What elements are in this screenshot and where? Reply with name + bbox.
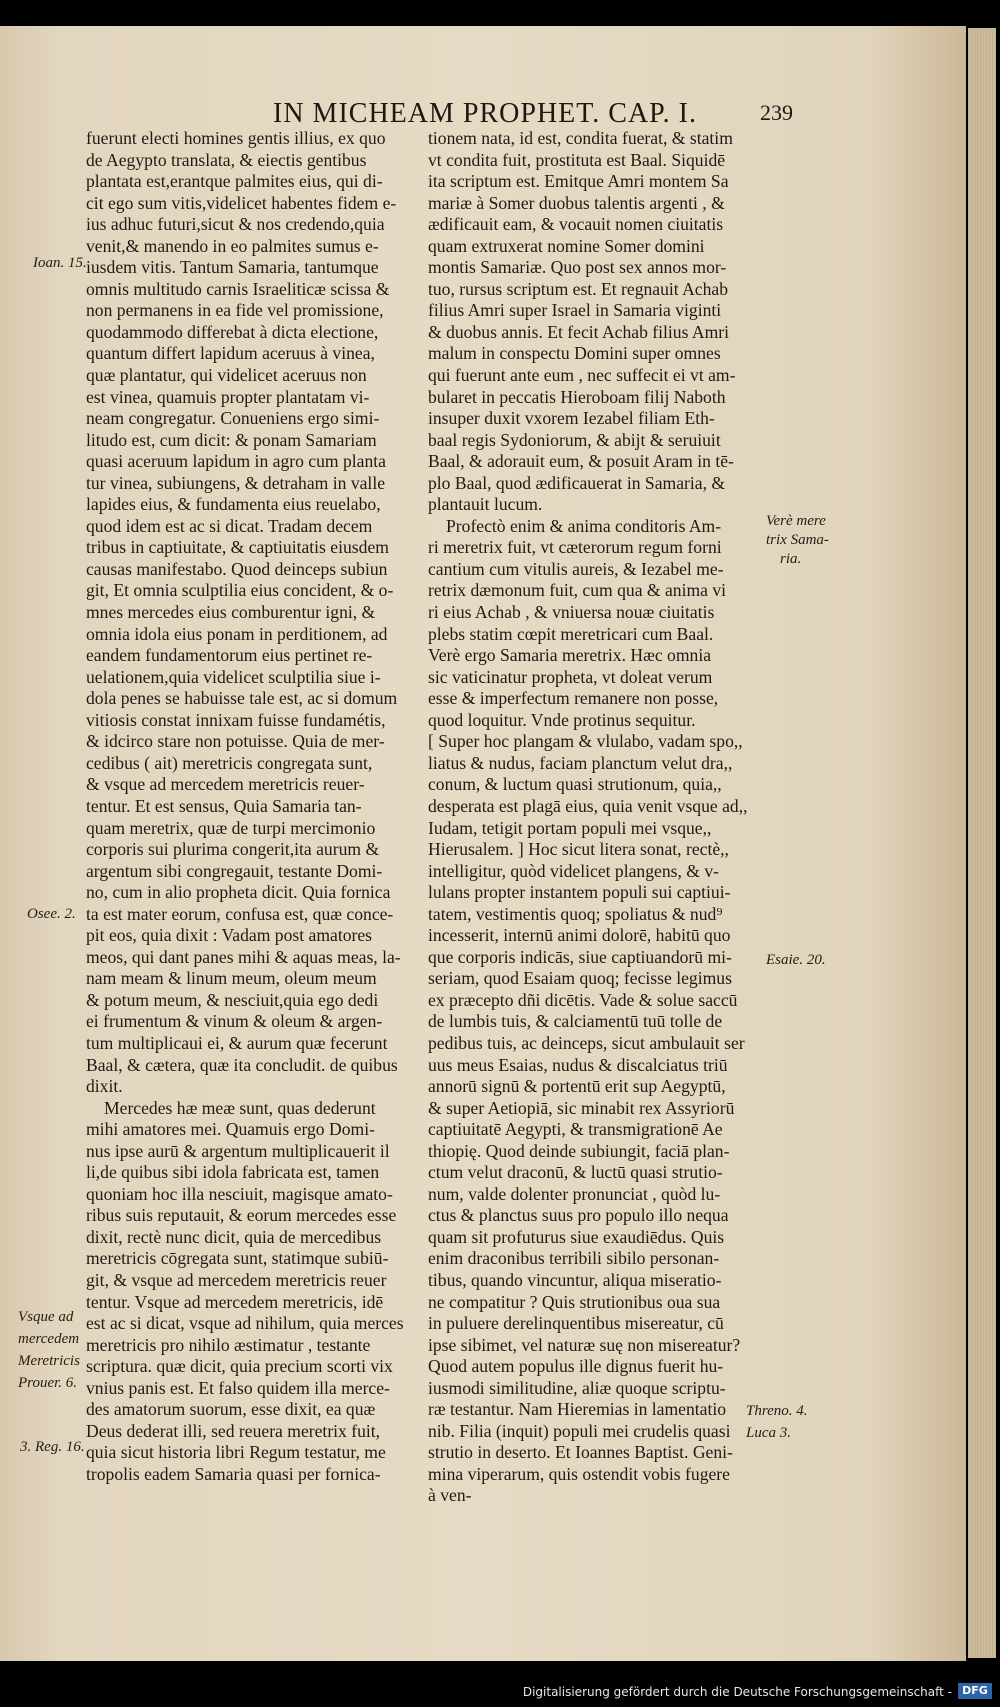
text-line: meretricis pro nihilo æstimatur , testante — [86, 1334, 371, 1355]
text-line: quod loquitur. Vnde protinus sequitur. — [428, 709, 696, 730]
margin-note-osee: Osee. 2. — [27, 906, 76, 922]
text-line: ius adhuc futuri,sicut & nos credendo,quia — [86, 214, 385, 235]
text-line: que corporis indicās, siue captiuandorū mi- — [428, 946, 732, 967]
text-line: malum in conspectu Domini super omnes — [428, 343, 721, 364]
text-line: quam extruxerat nomine Somer domini — [428, 235, 705, 256]
text-line: tur vinea, subiungens, & detraham in valle — [86, 472, 386, 493]
text-line: ei frumentum & vinum & oleum & argen- — [86, 1011, 383, 1032]
text-line: lulans propter instantem populi sui captiui- — [428, 882, 731, 903]
text-line: mina viperarum, quis ostendit vobis fugere — [428, 1463, 730, 1484]
text-line: mihi amatores mei. Quamuis ergo Domi- — [86, 1119, 375, 1140]
text-line: thiopię. Quod deinde subiungit, faciā plan- — [428, 1140, 730, 1161]
text-line: de Aegypto translata, & eiectis gentibus — [86, 149, 367, 170]
text-line: iusdem vitis. Tantum Samaria, tantumque — [86, 257, 379, 278]
text-line: tatem, vestimentis quoq; spoliatus & nud⁹ — [428, 903, 723, 924]
text-line: plantauit lucum. — [428, 494, 543, 515]
margin-note-threno: Threno. 4. — [746, 1403, 808, 1419]
text-line: tum multiplicaui ei, & aurum quæ fecerunt — [86, 1032, 388, 1053]
text-line: conum, & luctum quasi strutionum, quia,, — [428, 774, 722, 795]
text-line: montis Samariæ. Quo post sex annos mor- — [428, 257, 727, 278]
text-line: quasi aceruum lapidum in agro cum planta — [86, 451, 386, 472]
text-line: annorū signū & portentū erit sup Aegyptū, — [428, 1076, 726, 1097]
text-line: ri eius Achab , & vniuersa nouæ ciuitatis — [428, 602, 715, 623]
left-text-column — [86, 128, 419, 1485]
text-line: non permanens in ea fide vel promissione, — [86, 300, 384, 321]
text-line: & idcirco stare non potuisse. Quia de mer- — [86, 731, 385, 752]
text-line: filius Amri super Israel in Samaria viginti — [428, 300, 722, 321]
text-line: neam congregatur. Conueniens ergo simi- — [86, 408, 380, 429]
text-line: Profectò enim & anima conditoris Am- — [446, 515, 722, 536]
text-line: plebs statim cœpit meretricari cum Baal. — [428, 623, 714, 644]
text-line: mariæ à Somer duobus talentis argenti , & — [428, 192, 725, 213]
text-line: nus ipse aurū & argentum multiplicauerit il — [86, 1140, 390, 1161]
text-line: git, & vsque ad mercedem meretricis reuer — [86, 1269, 387, 1290]
text-line: quam sit profuturus siue exaudiēdus. Quis — [428, 1226, 725, 1247]
text-line: nib. Filia (inquit) populi mei crudelis quasi — [428, 1420, 731, 1441]
text-line: desperata est plagā eius, quia venit vsque ad,, — [428, 795, 748, 816]
text-line: sic vaticinatur propheta, vt doleat verum — [428, 666, 713, 687]
text-line: retrix dæmonum fuit, cum qua & anima vi — [428, 580, 727, 601]
text-line: pedibus tuis, ac deinceps, sicut ambulauit ser — [428, 1032, 745, 1053]
text-line: ne compatitur ? Quis strutionibus oua sua — [428, 1291, 721, 1312]
text-line: & duobus annis. Et fecit Achab filius Amri — [428, 321, 730, 342]
text-line: tropolis eadem Samaria quasi per fornica- — [86, 1463, 381, 1484]
margin-note-vere-2: trix Sama- — [766, 532, 829, 548]
text-line: plantata est,erantque palmites eius, qui di- — [86, 171, 383, 192]
margin-note-vere-3: ria. — [780, 551, 802, 567]
text-line: cit ego sum vitis,videlicet habentes fidem e- — [86, 192, 397, 213]
text-line: plo Baal, quod ædificauerat in Samaria, & — [428, 472, 726, 493]
text-line: tentur. Vsque ad mercedem meretricis, idē — [86, 1291, 384, 1312]
text-line: cedibus ( ait) meretricis congregata sunt, — [86, 752, 373, 773]
text-line: captiuitatē Aegypti, & transmigrationē Ae — [428, 1119, 723, 1140]
text-line: bularet in peccatis Hieroboam filij Naboth — [428, 386, 726, 407]
text-line: venit,& manendo in eo palmites sumus e- — [86, 235, 379, 256]
text-line: Hierusalem. ] Hoc sicut litera sonat, rectè,, — [428, 839, 729, 860]
text-line: à ven- — [428, 1485, 472, 1506]
text-line: ta est mater eorum, confusa est, quæ conce- — [86, 903, 394, 924]
text-line: de lumbis tuis, & calciamentū tuū tolle de — [428, 1011, 723, 1032]
margin-note-esaia: Esaie. 20. — [766, 952, 826, 968]
text-line: causas manifestabo. Quod deinceps subiun — [86, 558, 388, 579]
text-line: ribus suis reputauit, & eorum mercedes esse — [86, 1205, 397, 1226]
text-line: uus meus Esaias, nudus & discalciatus triū — [428, 1054, 728, 1075]
text-line: vitiosis constat innixam fuisse fundamétis, — [86, 709, 386, 730]
text-line: qui fuerunt ante eum , nec suffecit ei vt am- — [428, 365, 736, 386]
text-line: litudo est, cum dicit: & ponam Samariam — [86, 429, 377, 450]
text-line: li,de quibus sibi idola fabricata est, tamen — [86, 1162, 380, 1183]
margin-note-joan: Ioan. 15. — [33, 255, 87, 271]
margin-note-vsque-3: Meretricis — [18, 1353, 80, 1369]
text-line: mnes mercedes eius comburentur igni, & — [86, 602, 376, 623]
running-head: IN MICHEAM PROPHET. CAP. I. — [273, 98, 697, 129]
margin-note-luca: Luca 3. — [746, 1425, 791, 1441]
text-line: est ac si dicat, vsque ad nihilum, quia merces — [86, 1313, 404, 1334]
text-line: tuo, rursus scriptum est. Et regnauit Achab — [428, 278, 729, 299]
text-line: ædificauit eam, & vocauit nomen ciuitatis — [428, 214, 724, 235]
text-line: [ Super hoc plangam & vlulabo, vadam spo,, — [428, 731, 743, 752]
text-line: Baal, & adorauit eum, & posuit Aram in tē- — [428, 451, 734, 472]
funding-credit: Digitalisierung gefördert durch die Deutsche Forschungsgemeinschaft - — [522, 1685, 952, 1699]
text-line: dixit, rectè nunc dicit, quia de mercedibus — [86, 1226, 382, 1247]
footer-bar — [0, 1661, 1000, 1707]
text-line: Baal, & cætera, quæ ita concludit. de quibus — [86, 1054, 398, 1075]
text-line: tribus in captiuitate, & captiuitatis eiusdem — [86, 537, 389, 558]
text-line: eandem fundamentorum eius pertinet re- — [86, 645, 373, 666]
text-line: dixit. — [86, 1076, 123, 1097]
text-line: meos, qui dant panes mihi & aquas meas, la- — [86, 946, 401, 967]
text-line: quæ plantatur, qui videlicet aceruus non — [86, 365, 367, 386]
text-line: ræ testantur. Nam Hieremias in lamentatio — [428, 1399, 727, 1420]
text-line: tibus, quando vincuntur, aliqua miseratio- — [428, 1269, 722, 1290]
text-line: est vinea, quamuis propter plantatam vi- — [86, 386, 370, 407]
text-line: quod idem est ac si dicat. Tradam decem — [86, 515, 373, 536]
text-line: tentur. Et est sensus, Quia Samaria tan- — [86, 795, 362, 816]
text-line: nam meam & linum meum, oleum meum — [86, 968, 377, 989]
top-border — [0, 0, 1000, 26]
text-line: in puluere derelinquentibus misereatur, cū — [428, 1313, 724, 1334]
text-line: des amatorum suorum, esse dixit, ea quæ — [86, 1399, 376, 1420]
page-edges — [968, 28, 996, 1658]
text-line: cantium cum vitulis aureis, & Iezabel me- — [428, 558, 724, 579]
text-line: baal regis Sydoniorum, & abijt & seruiuit — [428, 429, 721, 450]
text-line: quantum differt lapidum aceruus à vinea, — [86, 343, 375, 364]
margin-note-vsque-2: mercedem — [18, 1331, 80, 1347]
text-line: iusmodi similitudine, aliæ quoque scriptu- — [428, 1377, 726, 1398]
text-line: & super Aetiopiā, sic minabit rex Assyriorū — [428, 1097, 735, 1118]
text-line: omnia idola eius ponam in perditionem, ad — [86, 623, 388, 644]
text-line: quam meretrix, quæ de turpi mercimonio — [86, 817, 376, 838]
text-line: vt condita fuit, prostituta est Baal. Siquidē — [428, 149, 726, 170]
text-line: num, valde dolenter pronunciat , quòd lu- — [428, 1183, 721, 1204]
text-line: quodammodo differebat à dicta electione, — [86, 321, 379, 342]
text-line: insuper duxit vxorem Iezabel filiam Eth- — [428, 408, 715, 429]
text-line: ctum velut draconū, & luctū quasi strutio- — [428, 1162, 723, 1183]
margin-note-vsque-1: Vsque ad — [18, 1309, 74, 1325]
text-line: vnius panis est. Et falso quidem illa merce- — [86, 1377, 390, 1398]
text-line: Mercedes hæ meæ sunt, quas dederunt — [104, 1097, 376, 1118]
text-line: ri meretrix fuit, vt cæterorum regum forni — [428, 537, 722, 558]
text-line: uelationem,quia videlicet sculptilia siue i- — [86, 666, 381, 687]
text-line: & potum meum, & nesciuit,quia ego dedi — [86, 989, 379, 1010]
text-line: pit eos, quia dixit : Vadam post amatores — [86, 925, 373, 946]
text-line: liatus & nudus, faciam planctum velut dra,, — [428, 752, 733, 773]
text-line: seriam, quod Esaiam quoq; fecisse legimus — [428, 968, 732, 989]
text-line: tionem nata, id est, condita fuerat, & statim — [428, 128, 733, 148]
text-line: enim draconibus terribili sibilo personan- — [428, 1248, 720, 1269]
text-line: dola penes se habuisse tale est, ac si domum — [86, 688, 398, 709]
text-line: scriptura. quæ dicit, quia precium scorti vix — [86, 1356, 393, 1377]
margin-note-vere-1: Verè mere — [766, 513, 826, 529]
text-line: lapides eius, & fundamenta eius reuelabo, — [86, 494, 381, 515]
text-line: quoniam hoc illa nesciuit, magisque amato- — [86, 1183, 393, 1204]
text-line: Verè ergo Samaria meretrix. Hæc omnia — [428, 645, 712, 666]
text-line: ex præcepto dñi dicētis. Vade & solue saccū — [428, 989, 738, 1010]
text-line: git, Et omnia sculptilia eius concident, & o- — [86, 580, 394, 601]
right-text-column — [428, 128, 764, 1507]
text-line: corporis sui plurima congerit,ita aurum & — [86, 839, 380, 860]
margin-note-prouer: Prouer. 6. — [18, 1375, 78, 1391]
margin-note-reg: 3. Reg. 16. — [20, 1439, 85, 1455]
text-line: argentum sibi congregauit, testante Domi- — [86, 860, 383, 881]
page-number: 239 — [760, 100, 793, 125]
text-line: ita scriptum est. Emitque Amri montem Sa — [428, 171, 729, 192]
text-line: & vsque ad mercedem meretricis reuer- — [86, 774, 365, 795]
text-line: fuerunt electi homines gentis illius, ex quo — [86, 128, 386, 148]
text-line: Iudam, tetigit portam populi mei vsque,, — [428, 817, 712, 838]
text-line: intelligitur, quòd videlicet plangens, & v- — [428, 860, 720, 881]
text-line: Quod autem populus ille dignus fuerit hu- — [428, 1356, 724, 1377]
text-line: strutio in deserto. Et Ioannes Baptist. Geni- — [428, 1442, 733, 1463]
dfg-logo: DFG — [958, 1683, 992, 1699]
text-line: no, cum in alio propheta dicit. Quia fornica — [86, 882, 391, 903]
text-line: Deus dederat illi, sed reuera meretrix fuit, — [86, 1420, 381, 1441]
text-line: quia sicut historia libri Regum testatur, me — [86, 1442, 386, 1463]
text-line: ipse sibimet, vel naturæ suę non misereatur? — [428, 1334, 741, 1355]
text-line: esse & imperfectum remanere non posse, — [428, 688, 719, 709]
text-line: omnis multitudo carnis Israeliticæ scissa & — [86, 278, 390, 299]
text-line: incesserit, internū animi dolorē, habitū quo — [428, 925, 731, 946]
text-line: ctus & planctus suus pro populo illo nequa — [428, 1205, 729, 1226]
text-line: meretricis cōgregata sunt, statimque subiū- — [86, 1248, 389, 1269]
